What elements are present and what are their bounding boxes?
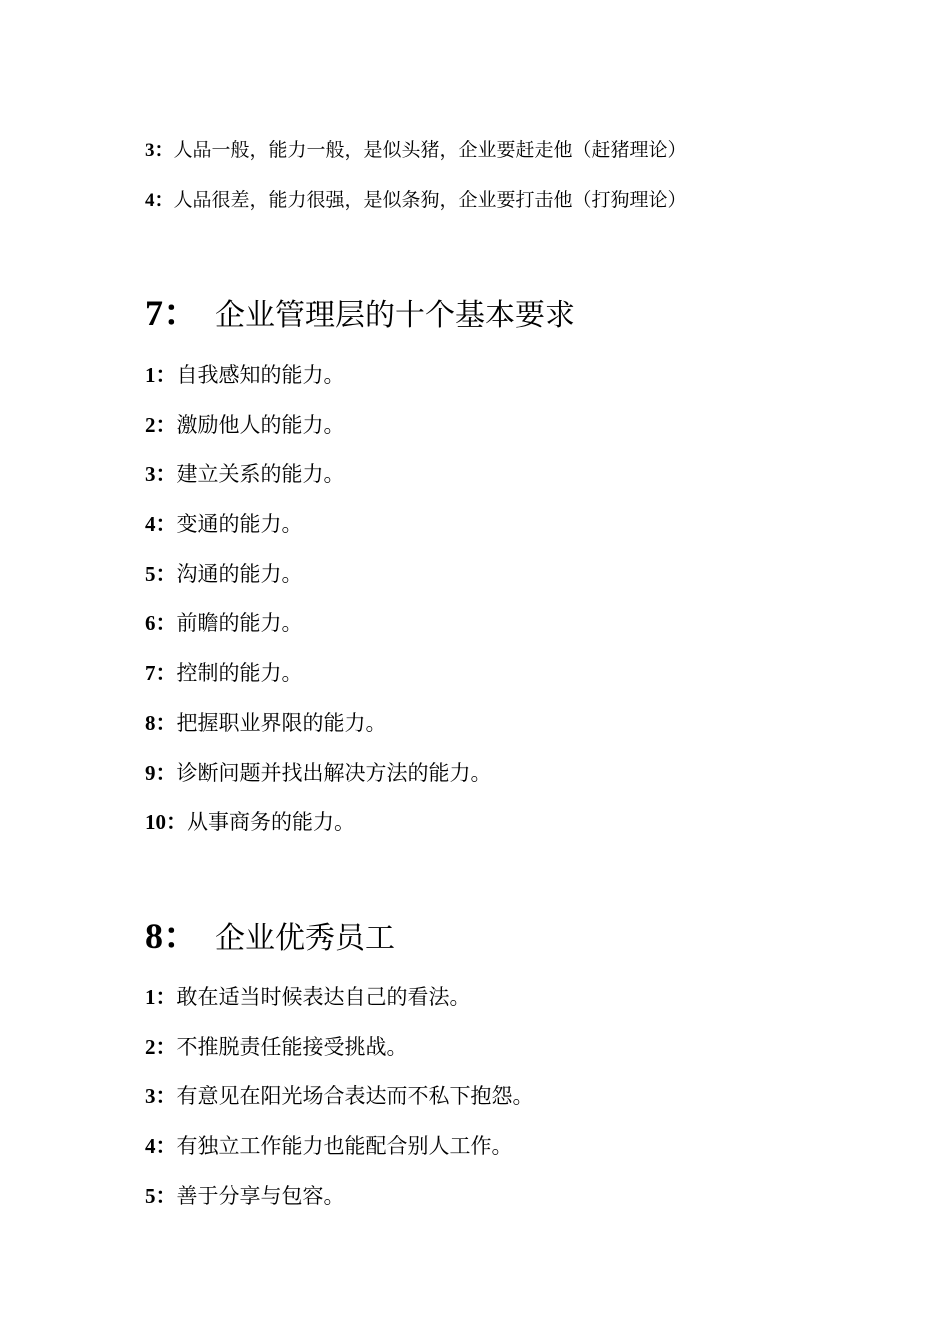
item-number: 6： <box>145 611 177 635</box>
section-heading <box>145 917 395 958</box>
list-item <box>145 362 345 388</box>
item-text: 变通的能力。 <box>176 512 303 536</box>
item-number: 4： <box>145 512 177 536</box>
list-item <box>145 1183 345 1209</box>
item-number: 8： <box>145 711 177 735</box>
list-item <box>145 187 687 214</box>
list-item <box>145 1083 534 1109</box>
item-text: 控制的能力。 <box>176 661 303 685</box>
item-text: 有意见在阳光场合表达而不私下抱怨。 <box>176 1084 534 1108</box>
list-item <box>145 412 345 438</box>
list-item <box>145 660 303 686</box>
item-text: 从事商务的能力。 <box>187 810 355 834</box>
item-number: 3： <box>145 462 177 486</box>
item-text: 人品很差，能力很强，是似条狗，企业要打击他（打狗理论） <box>173 189 687 211</box>
list-item <box>145 511 303 537</box>
item-number: 4： <box>145 1134 177 1158</box>
item-text: 激励他人的能力。 <box>176 413 345 437</box>
item-number: 1： <box>145 985 177 1009</box>
list-item <box>145 137 687 164</box>
list-item <box>145 610 303 636</box>
item-text: 不推脱责任能接受挑战。 <box>176 1035 408 1059</box>
item-number: 2： <box>145 1035 177 1059</box>
list-item <box>145 561 303 587</box>
item-number: 1： <box>145 363 177 387</box>
item-number: 10： <box>145 810 187 834</box>
item-number: 5： <box>145 1184 177 1208</box>
item-text: 把握职业界限的能力。 <box>176 711 387 735</box>
item-text: 敢在适当时候表达自己的看法。 <box>176 985 471 1009</box>
item-number: 3： <box>145 1084 177 1108</box>
item-text: 善于分享与包容。 <box>176 1184 345 1208</box>
item-text: 建立关系的能力。 <box>176 462 345 486</box>
item-number: 3： <box>145 140 174 161</box>
item-number: 9： <box>145 761 177 785</box>
item-text: 人品一般，能力一般，是似头猪，企业要赶走他（赶猪理论） <box>173 139 687 161</box>
list-item <box>145 984 471 1010</box>
list-item <box>145 1133 513 1159</box>
item-number: 2： <box>145 413 177 437</box>
item-text: 沟通的能力。 <box>176 562 303 586</box>
item-text: 有独立工作能力也能配合别人工作。 <box>176 1134 513 1158</box>
section-number: 7： <box>145 293 200 333</box>
item-number: 7： <box>145 661 177 685</box>
item-number: 4： <box>145 190 174 211</box>
item-number: 5： <box>145 562 177 586</box>
list-item <box>145 1034 408 1060</box>
section-heading <box>145 294 575 335</box>
item-text: 前瞻的能力。 <box>176 611 303 635</box>
item-text: 诊断问题并找出解决方法的能力。 <box>176 761 492 785</box>
list-item <box>145 461 345 487</box>
item-text: 自我感知的能力。 <box>176 363 345 387</box>
section-title: 企业管理层的十个基本要求 <box>215 298 576 333</box>
list-item <box>145 760 492 786</box>
section-number: 8： <box>145 916 200 956</box>
section-title: 企业优秀员工 <box>215 921 396 956</box>
list-item <box>145 710 387 736</box>
list-item <box>145 809 355 835</box>
